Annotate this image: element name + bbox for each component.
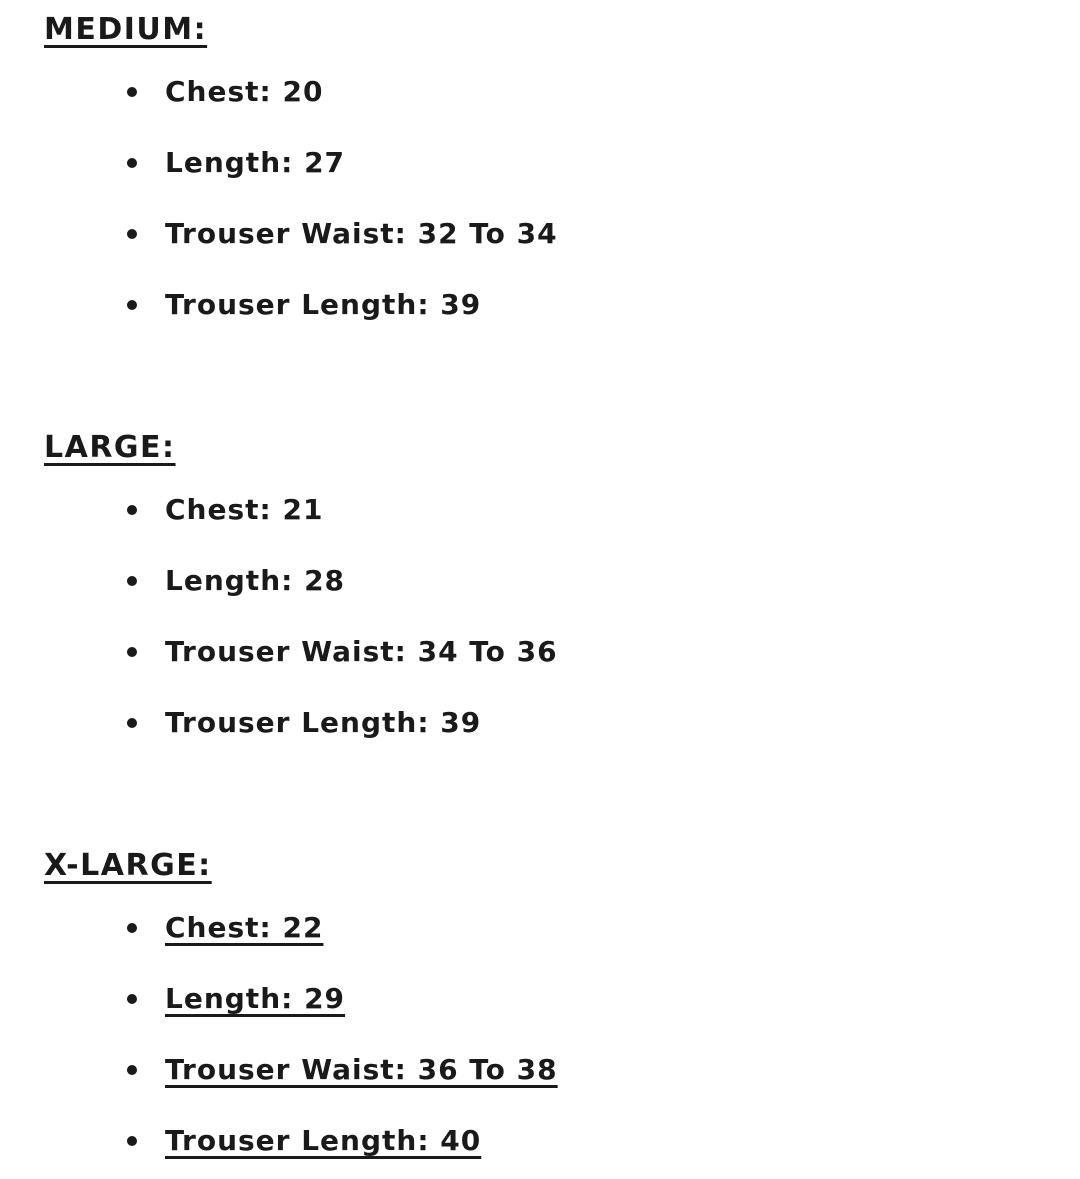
measurement-item bbox=[44, 198, 1060, 269]
measurement-text: Trouser Waist: 32 To 34 bbox=[165, 217, 558, 250]
measurement-item bbox=[44, 545, 1060, 616]
measurement-item bbox=[44, 616, 1060, 687]
measurement-item bbox=[44, 1034, 1060, 1105]
measurement-item bbox=[44, 963, 1060, 1034]
size-section-x-large bbox=[44, 844, 1060, 1176]
measurement-text: Trouser Length: 39 bbox=[165, 706, 482, 739]
measurement-text: Length: 28 bbox=[165, 564, 346, 597]
measurement-list-x-large bbox=[44, 892, 1060, 1176]
measurement-text: Trouser Length: 40 bbox=[165, 1124, 482, 1157]
size-section-large bbox=[44, 426, 1060, 758]
bullet-icon bbox=[127, 87, 137, 97]
bullet-icon bbox=[127, 647, 137, 657]
bullet-icon bbox=[127, 994, 137, 1004]
measurement-list-large bbox=[44, 474, 1060, 758]
measurement-text: Trouser Length: 39 bbox=[165, 288, 482, 321]
bullet-icon bbox=[127, 1065, 137, 1075]
bullet-icon bbox=[127, 923, 137, 933]
measurement-text: Chest: 20 bbox=[165, 75, 324, 108]
measurement-text: Trouser Waist: 34 To 36 bbox=[165, 635, 558, 668]
measurement-item bbox=[44, 56, 1060, 127]
bullet-icon bbox=[127, 1136, 137, 1146]
size-heading-x-large: X-LARGE: bbox=[44, 848, 212, 883]
measurement-text: Chest: 22 bbox=[165, 911, 324, 944]
measurement-item bbox=[44, 892, 1060, 963]
bullet-icon bbox=[127, 229, 137, 239]
measurement-text: Trouser Waist: 36 To 38 bbox=[165, 1053, 558, 1086]
bullet-icon bbox=[127, 718, 137, 728]
measurement-text: Length: 27 bbox=[165, 146, 346, 179]
measurement-item bbox=[44, 687, 1060, 758]
bullet-icon bbox=[127, 300, 137, 310]
bullet-icon bbox=[127, 505, 137, 515]
size-section-medium bbox=[44, 8, 1060, 340]
measurement-text: Length: 29 bbox=[165, 982, 346, 1015]
measurement-item bbox=[44, 474, 1060, 545]
measurement-item bbox=[44, 1105, 1060, 1176]
bullet-icon bbox=[127, 158, 137, 168]
measurement-item bbox=[44, 127, 1060, 198]
measurement-list-medium bbox=[44, 56, 1060, 340]
size-heading-large: LARGE: bbox=[44, 430, 176, 465]
measurement-item bbox=[44, 269, 1060, 340]
measurement-text: Chest: 21 bbox=[165, 493, 324, 526]
size-heading-medium: MEDIUM: bbox=[44, 12, 208, 47]
bullet-icon bbox=[127, 576, 137, 586]
